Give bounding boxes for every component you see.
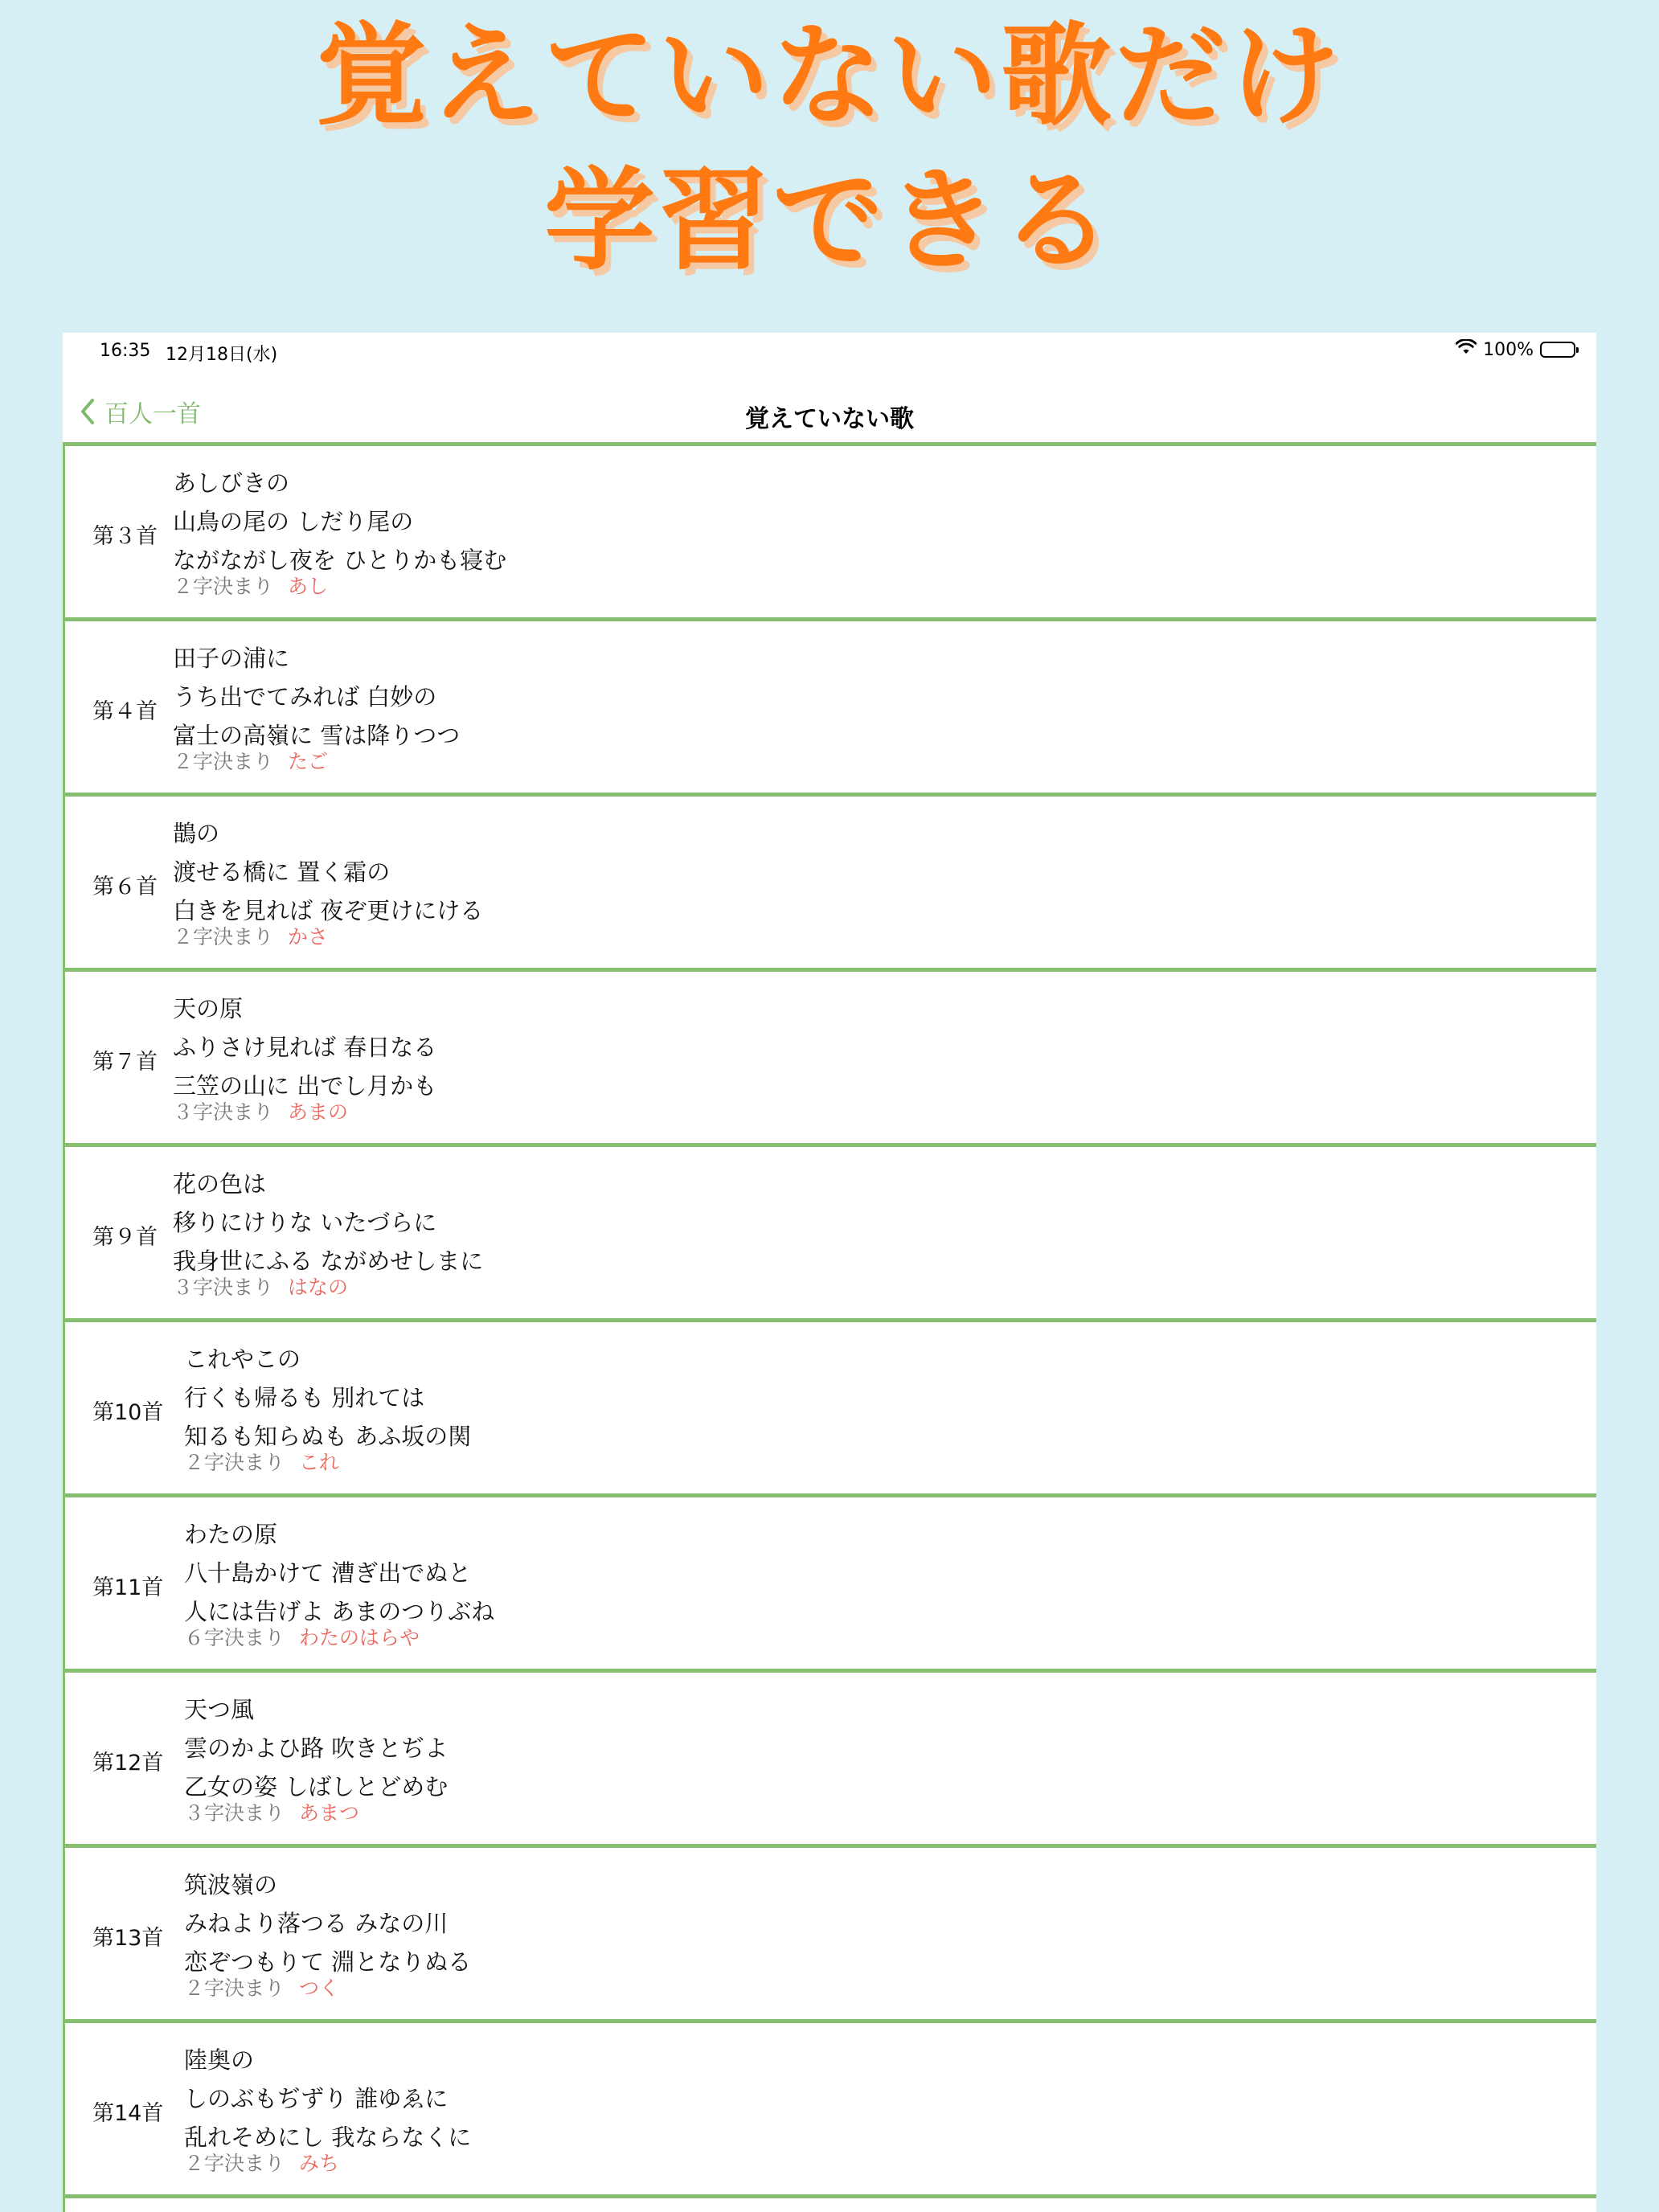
kimari-info bbox=[173, 746, 328, 775]
poem-number: 第14首 bbox=[92, 2101, 164, 2126]
poem-row[interactable] bbox=[65, 2019, 1596, 2194]
kimari-kana: あし bbox=[288, 575, 329, 598]
poem-line-2: 移りにけりな いたづらに bbox=[173, 1209, 437, 1236]
list-separator bbox=[65, 2194, 1596, 2212]
poem-line-3: 白きを見れば 夜ぞ更けにける bbox=[173, 897, 484, 924]
poem-row[interactable] bbox=[65, 442, 1596, 617]
kimari-info bbox=[173, 1272, 348, 1301]
poem-row[interactable] bbox=[65, 968, 1596, 1143]
poem-line-1: あしびきの bbox=[173, 469, 290, 497]
poem-line-1: わたの原 bbox=[184, 1521, 278, 1548]
poem-list bbox=[63, 442, 1596, 2212]
poem-row[interactable] bbox=[65, 1844, 1596, 2019]
kimari-kana: あまの bbox=[288, 1100, 349, 1124]
kimari-count: ６字決まり bbox=[184, 1626, 285, 1649]
poem-line-2: 渡せる橋に 置く霜の bbox=[173, 858, 391, 886]
poem-line-3: 知るも知らぬも あふ坂の関 bbox=[184, 1423, 472, 1450]
poem-number: 第11首 bbox=[92, 1575, 164, 1600]
battery-percent: 100% bbox=[1483, 339, 1534, 360]
poem-verse bbox=[184, 2041, 471, 2157]
poem-verse bbox=[173, 464, 506, 580]
back-button-label: 百人一首 bbox=[104, 400, 201, 428]
poem-verse bbox=[184, 1690, 448, 1806]
poem-verse bbox=[184, 1340, 471, 1456]
poem-line-2: 山鳥の尾の しだり尾の bbox=[173, 508, 414, 535]
poem-line-2: ふりさけ見れば 春日なる bbox=[173, 1034, 437, 1061]
poem-verse bbox=[173, 1165, 483, 1280]
kimari-count: ２字決まり bbox=[184, 2152, 285, 2175]
poem-number: 第７首 bbox=[92, 1050, 158, 1075]
kimari-kana: かさ bbox=[288, 925, 329, 948]
poem-line-2: 雲のかよひ路 吹きとぢよ bbox=[184, 1735, 449, 1762]
poem-verse bbox=[184, 1515, 494, 1631]
kimari-info bbox=[184, 1622, 420, 1651]
poem-row[interactable] bbox=[65, 1318, 1596, 1493]
headline-line1: 覚えていない歌だけ bbox=[315, 11, 1343, 141]
kimari-kana: つく bbox=[299, 1976, 340, 2000]
poem-number: 第４首 bbox=[92, 699, 158, 724]
battery-icon bbox=[1540, 342, 1575, 358]
poem-row[interactable] bbox=[65, 1669, 1596, 1844]
kimari-count: ２字決まり bbox=[173, 750, 274, 773]
poem-line-1: 花の色は bbox=[173, 1170, 267, 1198]
poem-row[interactable] bbox=[65, 1143, 1596, 1318]
poem-line-2: 行くも帰るも 別れては bbox=[184, 1384, 425, 1411]
poem-line-3: 恋ぞつもりて 淵となりぬる bbox=[184, 1948, 472, 1976]
poem-line-1: 陸奥の bbox=[184, 2046, 255, 2074]
kimari-info bbox=[184, 1447, 339, 1476]
poem-line-1: 天の原 bbox=[173, 995, 244, 1022]
app-screen bbox=[63, 333, 1596, 2212]
kimari-kana: はなの bbox=[288, 1276, 349, 1299]
page-title: 覚えていない歌 bbox=[745, 405, 914, 433]
status-time: 16:35 bbox=[100, 341, 151, 361]
kimari-info bbox=[173, 921, 328, 950]
poem-line-2: うち出でてみれば 白妙の bbox=[173, 683, 437, 711]
poem-row[interactable] bbox=[65, 793, 1596, 968]
kimari-kana: これ bbox=[299, 1451, 340, 1474]
status-date: 12月18日(水) bbox=[166, 345, 278, 365]
poem-number: 第９首 bbox=[92, 1225, 158, 1250]
poem-line-1: 田子の浦に bbox=[173, 645, 290, 672]
poem-row[interactable] bbox=[65, 617, 1596, 793]
poem-number: 第６首 bbox=[92, 875, 158, 899]
headline-line2: 学習できる bbox=[543, 156, 1115, 285]
kimari-count: ２字決まり bbox=[173, 575, 274, 598]
poem-number: 第12首 bbox=[92, 1751, 164, 1776]
poem-line-1: 鵲の bbox=[173, 820, 220, 847]
poem-line-3: ながながし夜を ひとりかも寝む bbox=[173, 547, 507, 574]
kimari-info bbox=[184, 1972, 339, 2001]
poem-line-3: 三笠の山に 出でし月かも bbox=[173, 1072, 437, 1100]
poem-line-3: 人には告げよ あまのつりぶね bbox=[184, 1598, 495, 1625]
kimari-info bbox=[173, 1096, 348, 1125]
kimari-count: ３字決まり bbox=[184, 1801, 285, 1825]
poem-number: 第３首 bbox=[92, 524, 158, 549]
poem-verse bbox=[184, 1866, 471, 1981]
status-right bbox=[1456, 339, 1575, 360]
kimari-count: ２字決まり bbox=[184, 1976, 285, 2000]
kimari-count: ３字決まり bbox=[173, 1100, 274, 1124]
poem-line-1: 天つ風 bbox=[184, 1696, 255, 1723]
poem-line-3: 乱れそめにし 我ならなくに bbox=[184, 2124, 472, 2151]
status-bar bbox=[63, 333, 1596, 371]
poem-number: 第10首 bbox=[92, 1400, 164, 1425]
kimari-kana: わたのはらや bbox=[299, 1626, 420, 1649]
poem-line-1: 筑波嶺の bbox=[184, 1871, 278, 1899]
kimari-kana: たご bbox=[288, 750, 329, 773]
kimari-info bbox=[173, 571, 328, 600]
kimari-info bbox=[184, 2148, 339, 2177]
kimari-kana: あまつ bbox=[299, 1801, 360, 1825]
poem-number: 第13首 bbox=[92, 1926, 164, 1951]
poem-line-3: 乙女の姿 しばしとどめむ bbox=[184, 1773, 449, 1800]
kimari-count: ３字決まり bbox=[173, 1276, 274, 1299]
poem-row[interactable] bbox=[65, 1493, 1596, 1669]
poem-verse bbox=[173, 814, 483, 930]
kimari-info bbox=[184, 1797, 359, 1826]
wifi-icon bbox=[1456, 339, 1477, 360]
poem-line-2: みねより落つる みなの川 bbox=[184, 1910, 449, 1937]
poem-line-3: 我身世にふる ながめせしまに bbox=[173, 1247, 484, 1275]
kimari-kana: みち bbox=[299, 2152, 340, 2175]
poem-line-3: 富士の高嶺に 雪は降りつつ bbox=[173, 722, 461, 749]
poem-verse bbox=[173, 989, 436, 1105]
poem-line-2: しのぶもぢずり 誰ゆゑに bbox=[184, 2085, 449, 2112]
poem-line-1: これやこの bbox=[184, 1346, 301, 1373]
poem-verse bbox=[173, 639, 460, 755]
kimari-count: ２字決まり bbox=[184, 1451, 285, 1474]
kimari-count: ２字決まり bbox=[173, 925, 274, 948]
poem-line-2: 八十島かけて 漕ぎ出でぬと bbox=[184, 1559, 472, 1587]
